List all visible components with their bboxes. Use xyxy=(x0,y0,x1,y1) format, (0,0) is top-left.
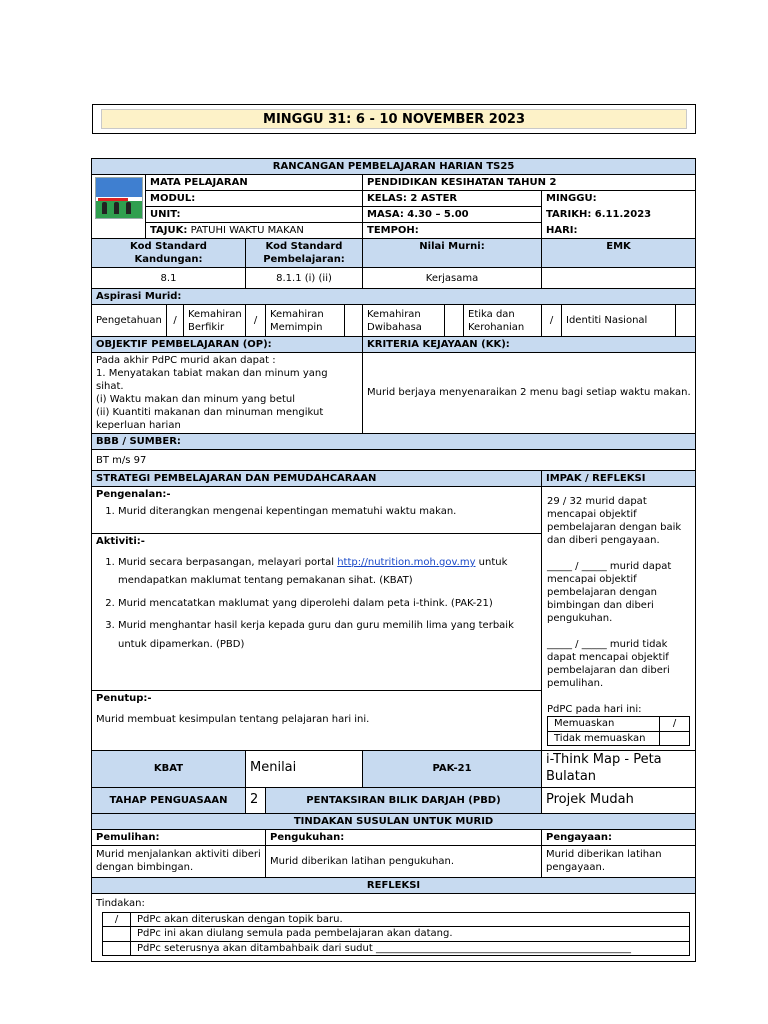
bbb-label: BBB / SUMBER: xyxy=(92,434,696,450)
aspirasi-identiti-nasional: Identiti Nasional xyxy=(562,305,676,337)
week-title: MINGGU 31: 6 - 10 NOVEMBER 2023 xyxy=(101,109,687,129)
pdpc-options xyxy=(547,716,690,746)
penutup-text: Murid membuat kesimpulan tentang pelajaran hari ini. xyxy=(96,713,370,725)
kbat-value: Menilai xyxy=(246,751,363,788)
pengukuhan-label: Pengukuhan: xyxy=(266,829,542,845)
unit-label: UNIT: xyxy=(146,207,363,223)
pdpc-memuaskan: Memuaskan xyxy=(548,717,660,732)
aktiviti-section xyxy=(92,533,542,690)
tahap-value: 2 xyxy=(246,787,266,813)
aktiviti-label: Aktiviti:- xyxy=(96,535,145,547)
pengenalan-label: Pengenalan:- xyxy=(96,489,171,500)
refleksi-mark: / xyxy=(103,912,131,927)
impak-text: murid dapat mencapai objektif pembelajaran dengan baik dan diberi pengayaan. xyxy=(547,496,682,546)
pbd-label: PENTAKSIRAN BILIK DARJAH (PBD) xyxy=(266,787,542,813)
aspirasi-pengetahuan-mark: / xyxy=(167,305,184,337)
week-banner xyxy=(92,104,696,134)
refleksi-options xyxy=(102,912,690,957)
impak-content xyxy=(542,487,696,751)
sk-label: Kod Standard Kandungan: xyxy=(92,239,246,268)
tajuk-label: TAJUK: xyxy=(150,225,188,236)
op-line: 1. Menyatakan tabiat makan dan minum yang sihat. xyxy=(96,368,328,392)
hari-label: HARI: xyxy=(542,223,696,239)
minggu-label: MINGGU: xyxy=(542,191,696,207)
impak-count: _____ / _____ xyxy=(547,561,607,572)
aspirasi-identiti-nasional-mark xyxy=(676,305,696,337)
refleksi-label: REFLEKSI xyxy=(92,877,696,893)
aspirasi-kemahiran-berfikir-mark: / xyxy=(246,305,266,337)
impak-count: 29 / 32 xyxy=(547,496,583,507)
lesson-plan-table xyxy=(91,158,696,962)
sk-value: 8.1 xyxy=(92,268,246,289)
strategi-label: STRATEGI PEMBELAJARAN DAN PEMUDAHCARAAN xyxy=(92,471,542,487)
masa-label: MASA: 4.30 – 5.00 xyxy=(363,207,542,223)
tarikh-label: TARIKH: 6.11.2023 xyxy=(542,207,696,223)
aspirasi-kemahiran-dwibahasa: Kemahiran Dwibahasa xyxy=(363,305,445,337)
refleksi-option: PdPc seterusnya akan ditambahbaik dari sudut ___________________________________________________ xyxy=(131,941,690,956)
aspirasi-pengetahuan: Pengetahuan xyxy=(92,305,167,337)
aspirasi-kemahiran-berfikir: Kemahiran Berfikir xyxy=(184,305,246,337)
pak21-label: PAK-21 xyxy=(363,751,542,788)
pdpc-tidak-memuaskan: Tidak memuaskan xyxy=(548,731,660,746)
aspirasi-label: Aspirasi Murid: xyxy=(92,289,696,305)
penutup-label: Penutup:- xyxy=(96,692,152,704)
pendidikan-kesihatan-logo xyxy=(95,177,143,219)
tindakan-susulan-label: TINDAKAN SUSULAN UNTUK MURID xyxy=(92,813,696,829)
pak21-value: i-Think Map - Peta Bulatan xyxy=(542,751,696,788)
kbat-label: KBAT xyxy=(92,751,246,788)
aspirasi-kemahiran-memimpin: Kemahiran Memimpin xyxy=(266,305,345,337)
subject-logo xyxy=(92,175,146,239)
tempoh-label: TEMPOH: xyxy=(363,223,542,239)
tajuk-cell xyxy=(146,223,363,239)
nilai-label: Nilai Murni: xyxy=(363,239,542,268)
pengayaan-label: Pengayaan: xyxy=(542,829,696,845)
kelas-label: KELAS: 2 ASTER xyxy=(363,191,542,207)
impak-text: murid tidak dapat mencapai objektif pembelajaran dan diberi pemulihan. xyxy=(547,639,670,689)
sp-value: 8.1.1 (i) (ii) xyxy=(246,268,363,289)
refleksi-content xyxy=(92,893,696,962)
tajuk-value: PATUHI WAKTU MAKAN xyxy=(190,225,304,236)
kk-label: KRITERIA KEJAYAAN (KK): xyxy=(363,337,696,353)
impak-item-pemulihan xyxy=(547,638,690,690)
subject-value: PENDIDIKAN KESIHATAN TAHUN 2 xyxy=(363,175,696,191)
op-line: (i) Waktu makan dan minum yang betul xyxy=(96,394,296,405)
kk-content: Murid berjaya menyenaraikan 2 menu bagi setiap waktu makan. xyxy=(363,353,696,434)
modul-label: MODUL: xyxy=(146,191,363,207)
pemulihan-text: Murid menjalankan aktiviti diberi dengan bimbingan. xyxy=(92,845,266,877)
aspirasi-etika-kerohanian: Etika dan Kerohanian xyxy=(464,305,542,337)
refleksi-mark xyxy=(103,927,131,942)
emk-label: EMK xyxy=(542,239,696,268)
pengayaan-text: Murid diberikan latihan pengayaan. xyxy=(542,845,696,877)
op-line: (ii) Kuantiti makanan dan minuman mengikut keperluan harian xyxy=(96,407,324,431)
impak-text: murid dapat mencapai objektif pembelajaran dengan bimbingan dan diberi pengukuhan. xyxy=(547,561,672,624)
impak-item-pengukuhan xyxy=(547,560,690,625)
pdpc-label: PdPC pada hari ini: xyxy=(547,704,642,715)
nilai-value: Kerjasama xyxy=(363,268,542,289)
aktiviti-item: 1. Murid secara berpasangan, melayari portal http://nutrition.moh.gov.my untuk mendapatkan maklumat tentang pemakanan sihat. (KBAT) xyxy=(118,554,537,591)
op-line: Pada akhir PdPC murid akan dapat : xyxy=(96,355,276,366)
impak-count: _____ / _____ xyxy=(547,639,607,650)
pemulihan-label: Pemulihan: xyxy=(92,829,266,845)
pengenalan-section xyxy=(92,487,542,534)
nutrition-portal-link[interactable]: http://nutrition.moh.gov.my xyxy=(337,556,476,568)
refleksi-mark xyxy=(103,941,131,956)
refleksi-option: PdPc ini akan diulang semula pada pembelajaran akan datang. xyxy=(131,927,690,942)
pbd-value: Projek Mudah xyxy=(542,787,696,813)
plan-title: RANCANGAN PEMBELAJARAN HARIAN TS25 xyxy=(92,159,696,175)
impak-label: IMPAK / REFLEKSI xyxy=(542,471,696,487)
aktiviti-item: 3. Murid menghantar hasil kerja kepada guru dan guru memilih lima yang terbaik untuk dipamerkan. (PBD) xyxy=(118,617,537,654)
sp-label: Kod Standard Pembelajaran: xyxy=(246,239,363,268)
emk-value xyxy=(542,268,696,289)
pengenalan-item: 1. Murid diterangkan mengenai kepentingan mematuhi waktu makan. xyxy=(118,503,537,522)
op-content xyxy=(92,353,363,434)
pengukuhan-text: Murid diberikan latihan pengukuhan. xyxy=(266,845,542,877)
bbb-value: BT m/s 97 xyxy=(92,450,696,471)
aspirasi-kemahiran-memimpin-mark xyxy=(345,305,363,337)
pdpc-memuaskan-mark: / xyxy=(660,717,690,732)
impak-item-pengayaan xyxy=(547,495,690,547)
tindakan-label: Tindakan: xyxy=(96,897,145,909)
pdpc-tidak-memuaskan-mark xyxy=(660,731,690,746)
refleksi-option: PdPc akan diteruskan dengan topik baru. xyxy=(131,912,690,927)
op-label: OBJEKTIF PEMBELAJARAN (OP): xyxy=(92,337,363,353)
aspirasi-etika-kerohanian-mark: / xyxy=(542,305,562,337)
aktiviti-item: 2. Murid mencatatkan maklumat yang diperolehi dalam peta i-think. (PAK-21) xyxy=(118,595,537,614)
aspirasi-kemahiran-dwibahasa-mark xyxy=(445,305,464,337)
subject-label: MATA PELAJARAN xyxy=(146,175,363,191)
penutup-section xyxy=(92,690,542,750)
tahap-label: TAHAP PENGUASAAN xyxy=(92,787,246,813)
